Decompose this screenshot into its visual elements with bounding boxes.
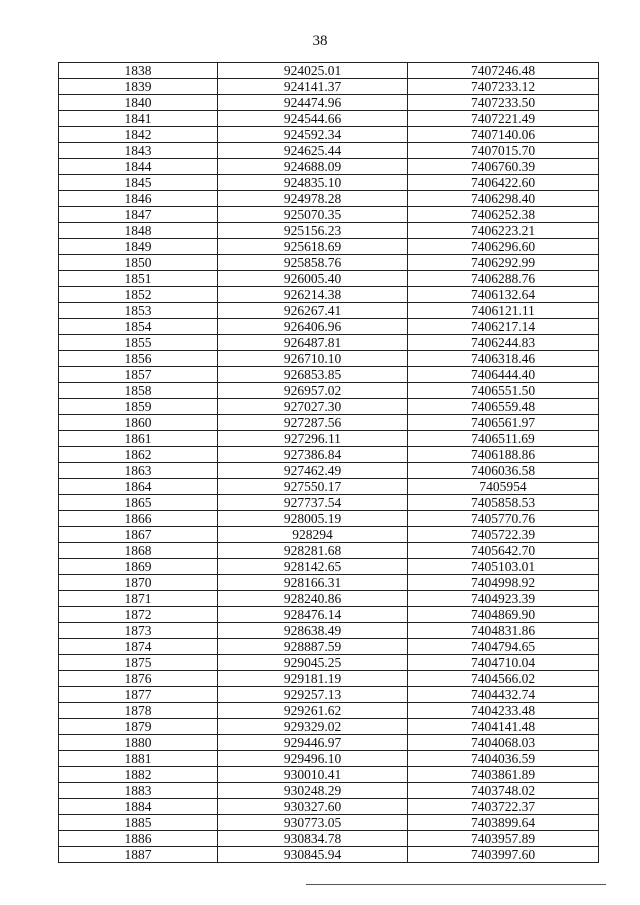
y-coordinate-cell: 7404710.04 — [408, 655, 599, 671]
x-coordinate-cell: 928142.65 — [218, 559, 408, 575]
point-number-cell: 1840 — [59, 95, 218, 111]
y-coordinate-cell: 7406188.86 — [408, 447, 599, 463]
y-coordinate-cell: 7406217.14 — [408, 319, 599, 335]
y-coordinate-cell: 7406559.48 — [408, 399, 599, 415]
point-number-cell: 1846 — [59, 191, 218, 207]
y-coordinate-cell: 7405642.70 — [408, 543, 599, 559]
table-row — [59, 511, 599, 527]
table-row — [59, 223, 599, 239]
point-number-cell: 1883 — [59, 783, 218, 799]
table-row — [59, 671, 599, 687]
table-row — [59, 207, 599, 223]
x-coordinate-cell: 930248.29 — [218, 783, 408, 799]
x-coordinate-cell: 925070.35 — [218, 207, 408, 223]
point-number-cell: 1874 — [59, 639, 218, 655]
y-coordinate-cell: 7403997.60 — [408, 847, 599, 863]
x-coordinate-cell: 924835.10 — [218, 175, 408, 191]
x-coordinate-cell: 927296.11 — [218, 431, 408, 447]
table-row — [59, 191, 599, 207]
x-coordinate-cell: 928281.68 — [218, 543, 408, 559]
y-coordinate-cell: 7406296.60 — [408, 239, 599, 255]
table-row — [59, 655, 599, 671]
point-number-cell: 1841 — [59, 111, 218, 127]
x-coordinate-cell: 927386.84 — [218, 447, 408, 463]
x-coordinate-cell: 928638.49 — [218, 623, 408, 639]
x-coordinate-cell: 925858.76 — [218, 255, 408, 271]
point-number-cell: 1860 — [59, 415, 218, 431]
y-coordinate-cell: 7407233.50 — [408, 95, 599, 111]
y-coordinate-cell: 7406036.58 — [408, 463, 599, 479]
y-coordinate-cell: 7406121.11 — [408, 303, 599, 319]
table-row — [59, 143, 599, 159]
y-coordinate-cell: 7404869.90 — [408, 607, 599, 623]
x-coordinate-cell: 930834.78 — [218, 831, 408, 847]
x-coordinate-cell: 928005.19 — [218, 511, 408, 527]
point-number-cell: 1848 — [59, 223, 218, 239]
point-number-cell: 1865 — [59, 495, 218, 511]
point-number-cell: 1884 — [59, 799, 218, 815]
point-number-cell: 1861 — [59, 431, 218, 447]
table-row — [59, 543, 599, 559]
x-coordinate-cell: 929257.13 — [218, 687, 408, 703]
x-coordinate-cell: 927737.54 — [218, 495, 408, 511]
table-row — [59, 271, 599, 287]
table-row — [59, 463, 599, 479]
table-row — [59, 719, 599, 735]
table-row — [59, 63, 599, 79]
point-number-cell: 1859 — [59, 399, 218, 415]
point-number-cell: 1844 — [59, 159, 218, 175]
table-row — [59, 815, 599, 831]
point-number-cell: 1879 — [59, 719, 218, 735]
point-number-cell: 1858 — [59, 383, 218, 399]
table-row — [59, 623, 599, 639]
x-coordinate-cell: 924474.96 — [218, 95, 408, 111]
table-row — [59, 527, 599, 543]
y-coordinate-cell: 7404036.59 — [408, 751, 599, 767]
x-coordinate-cell: 926710.10 — [218, 351, 408, 367]
table-row — [59, 415, 599, 431]
x-coordinate-cell: 929261.62 — [218, 703, 408, 719]
table-row — [59, 703, 599, 719]
point-number-cell: 1852 — [59, 287, 218, 303]
x-coordinate-cell: 924625.44 — [218, 143, 408, 159]
point-number-cell: 1867 — [59, 527, 218, 543]
y-coordinate-cell: 7406223.21 — [408, 223, 599, 239]
x-coordinate-cell: 926957.02 — [218, 383, 408, 399]
y-coordinate-cell: 7407221.49 — [408, 111, 599, 127]
table-row — [59, 575, 599, 591]
point-number-cell: 1847 — [59, 207, 218, 223]
point-number-cell: 1843 — [59, 143, 218, 159]
coordinates-table — [58, 62, 599, 863]
table-row — [59, 111, 599, 127]
table-row — [59, 175, 599, 191]
table-row — [59, 383, 599, 399]
x-coordinate-cell: 926487.81 — [218, 335, 408, 351]
table-row — [59, 479, 599, 495]
point-number-cell: 1870 — [59, 575, 218, 591]
table-row — [59, 431, 599, 447]
y-coordinate-cell: 7405722.39 — [408, 527, 599, 543]
x-coordinate-cell: 928166.31 — [218, 575, 408, 591]
y-coordinate-cell: 7406244.83 — [408, 335, 599, 351]
y-coordinate-cell: 7405103.01 — [408, 559, 599, 575]
x-coordinate-cell: 929446.97 — [218, 735, 408, 751]
x-coordinate-cell: 929329.02 — [218, 719, 408, 735]
y-coordinate-cell: 7404831.86 — [408, 623, 599, 639]
point-number-cell: 1876 — [59, 671, 218, 687]
table-row — [59, 687, 599, 703]
table-row — [59, 95, 599, 111]
y-coordinate-cell: 7406511.69 — [408, 431, 599, 447]
x-coordinate-cell: 924978.28 — [218, 191, 408, 207]
table-row — [59, 335, 599, 351]
table-row — [59, 127, 599, 143]
point-number-cell: 1849 — [59, 239, 218, 255]
y-coordinate-cell: 7404794.65 — [408, 639, 599, 655]
y-coordinate-cell: 7406132.64 — [408, 287, 599, 303]
y-coordinate-cell: 7403957.89 — [408, 831, 599, 847]
x-coordinate-cell: 927027.30 — [218, 399, 408, 415]
point-number-cell: 1853 — [59, 303, 218, 319]
table-row — [59, 751, 599, 767]
table-row — [59, 303, 599, 319]
point-number-cell: 1882 — [59, 767, 218, 783]
table-row — [59, 767, 599, 783]
table-row — [59, 159, 599, 175]
y-coordinate-cell: 7407015.70 — [408, 143, 599, 159]
y-coordinate-cell: 7406561.97 — [408, 415, 599, 431]
x-coordinate-cell: 928240.86 — [218, 591, 408, 607]
y-coordinate-cell: 7406422.60 — [408, 175, 599, 191]
y-coordinate-cell: 7407140.06 — [408, 127, 599, 143]
table-row — [59, 447, 599, 463]
point-number-cell: 1851 — [59, 271, 218, 287]
table-row — [59, 79, 599, 95]
y-coordinate-cell: 7407233.12 — [408, 79, 599, 95]
y-coordinate-cell: 7404068.03 — [408, 735, 599, 751]
x-coordinate-cell: 930773.05 — [218, 815, 408, 831]
table-row — [59, 351, 599, 367]
point-number-cell: 1886 — [59, 831, 218, 847]
table-row — [59, 559, 599, 575]
table-row — [59, 287, 599, 303]
y-coordinate-cell: 7404998.92 — [408, 575, 599, 591]
table-row — [59, 639, 599, 655]
x-coordinate-cell: 925618.69 — [218, 239, 408, 255]
x-coordinate-cell: 930845.94 — [218, 847, 408, 863]
y-coordinate-cell: 7403722.37 — [408, 799, 599, 815]
table-row — [59, 607, 599, 623]
x-coordinate-cell: 924688.09 — [218, 159, 408, 175]
point-number-cell: 1887 — [59, 847, 218, 863]
point-number-cell: 1871 — [59, 591, 218, 607]
y-coordinate-cell: 7403899.64 — [408, 815, 599, 831]
y-coordinate-cell: 7404432.74 — [408, 687, 599, 703]
y-coordinate-cell: 7404566.02 — [408, 671, 599, 687]
x-coordinate-cell: 926853.85 — [218, 367, 408, 383]
x-coordinate-cell: 927462.49 — [218, 463, 408, 479]
point-number-cell: 1839 — [59, 79, 218, 95]
y-coordinate-cell: 7403861.89 — [408, 767, 599, 783]
point-number-cell: 1873 — [59, 623, 218, 639]
point-number-cell: 1868 — [59, 543, 218, 559]
y-coordinate-cell: 7406318.46 — [408, 351, 599, 367]
point-number-cell: 1842 — [59, 127, 218, 143]
x-coordinate-cell: 924141.37 — [218, 79, 408, 95]
x-coordinate-cell: 925156.23 — [218, 223, 408, 239]
table-row — [59, 799, 599, 815]
point-number-cell: 1877 — [59, 687, 218, 703]
y-coordinate-cell: 7406292.99 — [408, 255, 599, 271]
x-coordinate-cell: 930327.60 — [218, 799, 408, 815]
point-number-cell: 1875 — [59, 655, 218, 671]
point-number-cell: 1878 — [59, 703, 218, 719]
y-coordinate-cell: 7405954 — [408, 479, 599, 495]
x-coordinate-cell: 930010.41 — [218, 767, 408, 783]
y-coordinate-cell: 7406760.39 — [408, 159, 599, 175]
y-coordinate-cell: 7405858.53 — [408, 495, 599, 511]
y-coordinate-cell: 7406551.50 — [408, 383, 599, 399]
x-coordinate-cell: 929496.10 — [218, 751, 408, 767]
point-number-cell: 1885 — [59, 815, 218, 831]
x-coordinate-cell: 928887.59 — [218, 639, 408, 655]
point-number-cell: 1872 — [59, 607, 218, 623]
x-coordinate-cell: 929181.19 — [218, 671, 408, 687]
x-coordinate-cell: 926267.41 — [218, 303, 408, 319]
table-row — [59, 399, 599, 415]
point-number-cell: 1863 — [59, 463, 218, 479]
table-row — [59, 831, 599, 847]
bottom-scan-line — [306, 884, 606, 885]
point-number-cell: 1845 — [59, 175, 218, 191]
table-row — [59, 239, 599, 255]
x-coordinate-cell: 929045.25 — [218, 655, 408, 671]
table-row — [59, 255, 599, 271]
table-row — [59, 735, 599, 751]
point-number-cell: 1869 — [59, 559, 218, 575]
point-number-cell: 1864 — [59, 479, 218, 495]
x-coordinate-cell: 927550.17 — [218, 479, 408, 495]
table-row — [59, 319, 599, 335]
y-coordinate-cell: 7404923.39 — [408, 591, 599, 607]
table-row — [59, 495, 599, 511]
y-coordinate-cell: 7406444.40 — [408, 367, 599, 383]
y-coordinate-cell: 7407246.48 — [408, 63, 599, 79]
page-number: 38 — [312, 33, 328, 49]
point-number-cell: 1866 — [59, 511, 218, 527]
table-row — [59, 591, 599, 607]
x-coordinate-cell: 928476.14 — [218, 607, 408, 623]
x-coordinate-cell: 928294 — [218, 527, 408, 543]
point-number-cell: 1857 — [59, 367, 218, 383]
point-number-cell: 1856 — [59, 351, 218, 367]
x-coordinate-cell: 926005.40 — [218, 271, 408, 287]
y-coordinate-cell: 7403748.02 — [408, 783, 599, 799]
point-number-cell: 1862 — [59, 447, 218, 463]
point-number-cell: 1880 — [59, 735, 218, 751]
table-row — [59, 783, 599, 799]
x-coordinate-cell: 926214.38 — [218, 287, 408, 303]
x-coordinate-cell: 926406.96 — [218, 319, 408, 335]
y-coordinate-cell: 7406298.40 — [408, 191, 599, 207]
x-coordinate-cell: 924025.01 — [218, 63, 408, 79]
point-number-cell: 1838 — [59, 63, 218, 79]
point-number-cell: 1854 — [59, 319, 218, 335]
y-coordinate-cell: 7406252.38 — [408, 207, 599, 223]
y-coordinate-cell: 7404141.48 — [408, 719, 599, 735]
y-coordinate-cell: 7404233.48 — [408, 703, 599, 719]
table-row — [59, 367, 599, 383]
y-coordinate-cell: 7405770.76 — [408, 511, 599, 527]
table-row — [59, 847, 599, 863]
point-number-cell: 1881 — [59, 751, 218, 767]
table-body — [59, 63, 599, 863]
x-coordinate-cell: 924544.66 — [218, 111, 408, 127]
x-coordinate-cell: 927287.56 — [218, 415, 408, 431]
x-coordinate-cell: 924592.34 — [218, 127, 408, 143]
y-coordinate-cell: 7406288.76 — [408, 271, 599, 287]
point-number-cell: 1855 — [59, 335, 218, 351]
point-number-cell: 1850 — [59, 255, 218, 271]
